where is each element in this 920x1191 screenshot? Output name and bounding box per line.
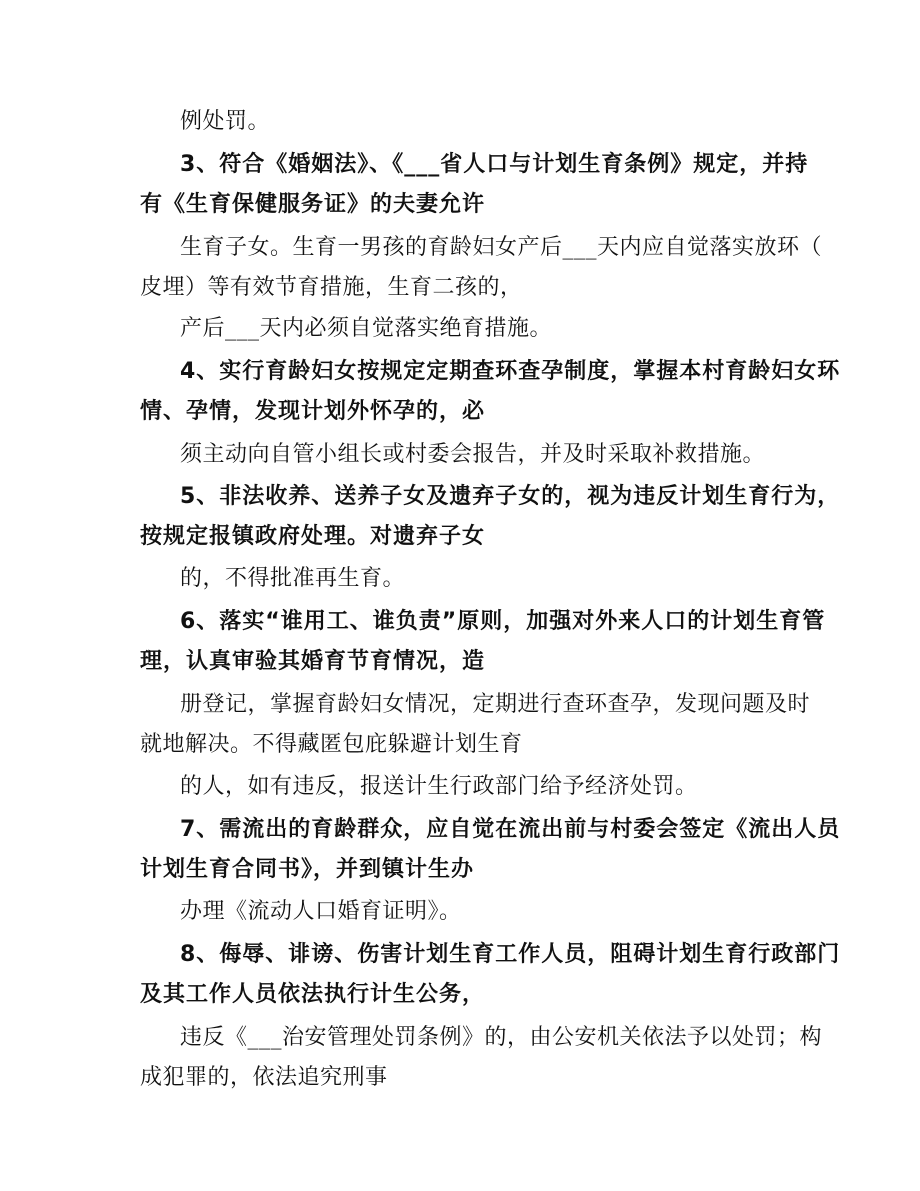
text-line: 办理《流动人口婚育证明》。 — [180, 899, 462, 924]
clause-4-heading-line-1: 4、实行育龄妇女按规定定期查环查孕制度，掌握本村育龄妇女环 — [180, 359, 841, 384]
text-line: 皮埋）等有效节育措施，生育二孩的， — [140, 275, 523, 300]
clause-4-heading-line-2: 情、孕情，发现计划外怀孕的，必 — [140, 399, 486, 424]
clause-5-heading-line-1: 5、非法收养、送养子女及遗弃子女的，视为违反计划生育行为， — [180, 484, 841, 509]
clause-6-heading-line-2: 理，认真审验其婚育节育情况，造 — [140, 649, 486, 674]
text-line: 的，不得批准再生育。 — [180, 566, 406, 591]
text-line: 产后___天内必须自觉落实绝育措施。 — [180, 316, 553, 341]
text-line: 违反《___治安管理处罚条例》的，由公安机关依法予以处罚；构 — [180, 1025, 823, 1050]
text-line: 册登记，掌握育龄妇女情况，定期进行查环查孕，发现问题及时 — [180, 692, 811, 717]
clause-8-heading-line-2: 及其工作人员依法执行计生公务， — [140, 982, 486, 1007]
clause-8-heading-line-1: 8、侮辱、诽谤、伤害计划生育工作人员，阻碍计划生育行政部门 — [180, 942, 841, 967]
text-line: 须主动向自管小组长或村委会报告，并及时采取补救措施。 — [180, 442, 766, 467]
clause-7-heading-line-2: 计划生育合同书》，并到镇计生办 — [140, 857, 475, 882]
clause-7-heading-line-1: 7、需流出的育龄群众，应自觉在流出前与村委会签定《流出人员 — [180, 817, 841, 842]
text-line: 例处罚。 — [180, 109, 271, 134]
text-line: 就地解决。不得藏匿包庇躲避计划生育 — [140, 732, 523, 757]
text-line: 生育子女。生育一男孩的育龄妇女产后___天内应自觉落实放环（ — [180, 235, 823, 260]
text-line: 成犯罪的，依法追究刑事 — [140, 1065, 388, 1090]
text-line: 的人，如有违反，报送计生行政部门给予经济处罚。 — [180, 774, 698, 799]
clause-3-heading-line-2: 有《生育保健服务证》的夫妻允许 — [140, 192, 486, 217]
clause-6-heading-line-1: 6、落实“谁用工、谁负责”原则，加强对外来人口的计划生育管 — [180, 609, 826, 634]
clause-5-heading-line-2: 按规定报镇政府处理。对遗弃子女 — [140, 524, 486, 549]
clause-3-heading-line-1: 3、符合《婚姻法》、《___省人口与计划生育条例》规定，并持 — [180, 152, 809, 177]
